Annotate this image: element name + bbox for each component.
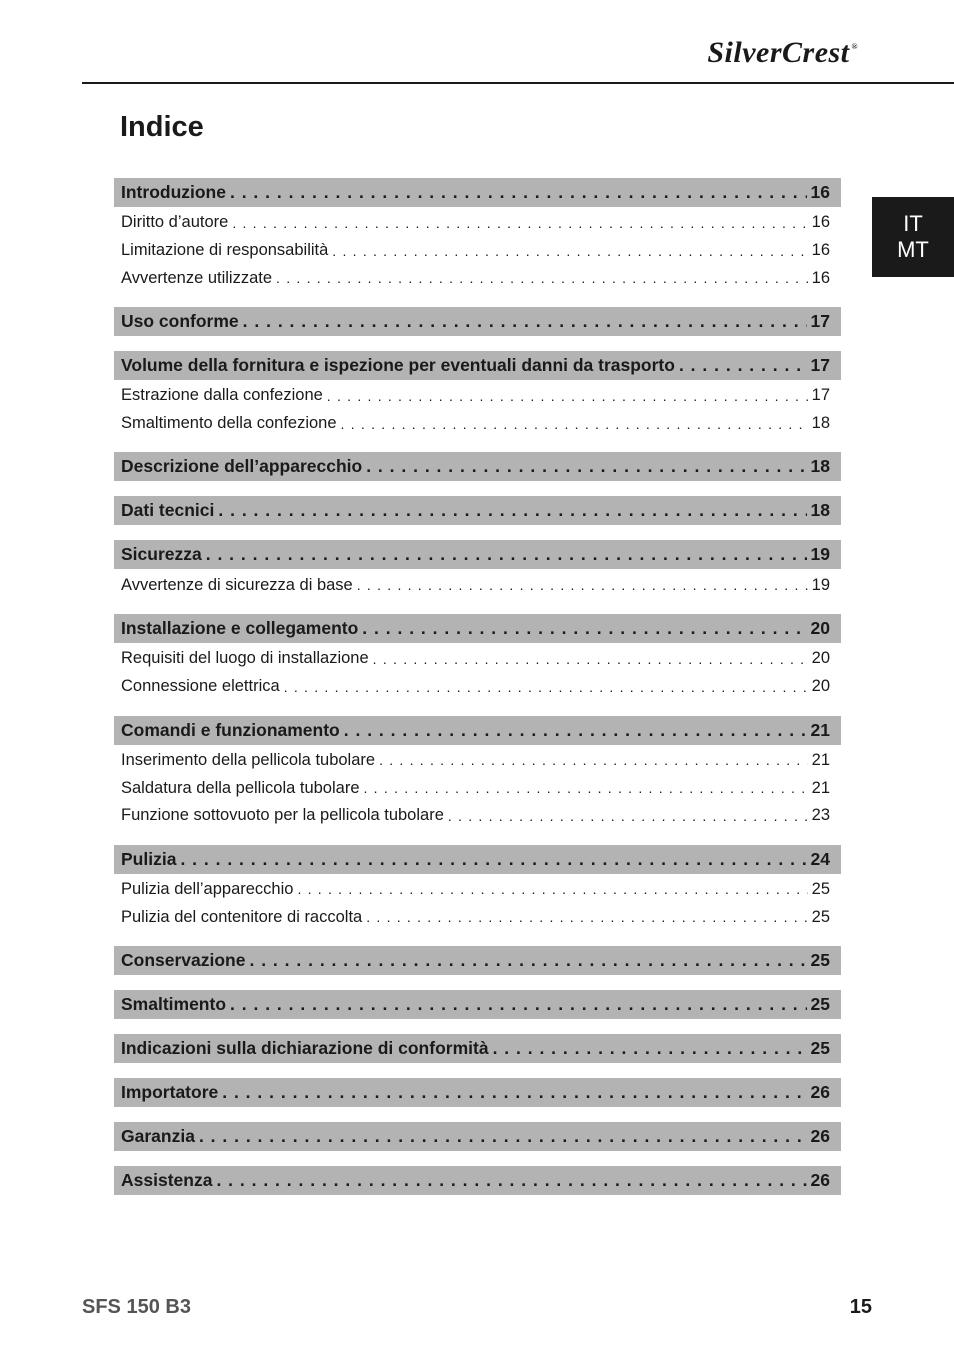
- toc-sub-entry[interactable]: [114, 571, 841, 599]
- toc-sub-list: [114, 380, 841, 437]
- toc-main-entry-label: Comandi e funzionamento: [121, 719, 340, 740]
- toc-sub-entry-page: 16: [811, 241, 830, 260]
- toc-sub-entry-page: 23: [811, 806, 830, 825]
- toc-section: [114, 946, 841, 975]
- toc-sub-list: [114, 874, 841, 931]
- toc-main-entry[interactable]: [114, 452, 841, 481]
- toc-main-entry-page: 17: [810, 311, 830, 332]
- toc-main-entry-page: 18: [810, 456, 830, 477]
- toc-sub-entry[interactable]: [114, 802, 841, 830]
- toc-main-entry-page: 18: [810, 500, 830, 521]
- toc-main-entry[interactable]: [114, 716, 841, 745]
- toc-section: [114, 452, 841, 481]
- toc-section: [114, 307, 841, 336]
- toc-main-entry-page: 21: [810, 719, 830, 740]
- dot-leader: [230, 182, 807, 203]
- toc-section: [114, 614, 841, 700]
- dot-leader: [366, 456, 806, 477]
- toc-main-entry-label: Smaltimento: [121, 993, 227, 1014]
- brand-name: SilverCrest: [707, 36, 850, 69]
- toc-sub-entry[interactable]: [114, 673, 841, 701]
- toc-main-entry-page: 25: [810, 993, 830, 1014]
- toc-sub-list: [114, 569, 841, 599]
- toc-main-entry-label: Indicazioni sulla dichiarazione di conformità: [121, 1037, 489, 1058]
- toc-main-entry[interactable]: [114, 540, 841, 569]
- language-tab: [872, 197, 954, 277]
- toc-main-entry-page: 26: [810, 1081, 830, 1102]
- toc-section: [114, 496, 841, 525]
- toc-main-entry[interactable]: [114, 946, 841, 975]
- toc-main-entry-label: Installazione e collegamento: [121, 618, 359, 639]
- toc-sub-entry-page: 20: [811, 649, 830, 668]
- toc-sub-entry-page: 20: [811, 677, 830, 696]
- dot-leader: [243, 311, 807, 332]
- dot-leader: [327, 388, 808, 404]
- toc-sub-entry[interactable]: [114, 264, 841, 292]
- language-tab-mt: MT: [897, 237, 929, 262]
- dot-leader: [448, 808, 808, 824]
- dot-leader: [232, 215, 807, 231]
- toc-main-entry[interactable]: [114, 990, 841, 1019]
- toc-sub-entry[interactable]: [114, 774, 841, 802]
- dot-leader: [230, 994, 807, 1015]
- toc-main-entry-label: Assistenza: [121, 1169, 213, 1190]
- toc-sub-list: [114, 745, 841, 830]
- page-title: Indice: [120, 111, 204, 143]
- toc-main-entry[interactable]: [114, 845, 841, 874]
- toc-main-entry[interactable]: [114, 307, 841, 336]
- dot-leader: [364, 780, 808, 796]
- toc-sub-entry[interactable]: [114, 410, 841, 438]
- toc-main-entry[interactable]: [114, 614, 841, 643]
- dot-leader: [679, 355, 807, 376]
- footer-model: SFS 150 B3: [82, 1296, 191, 1318]
- dot-leader: [332, 243, 807, 259]
- dot-leader: [379, 752, 808, 768]
- dot-leader: [180, 849, 806, 870]
- toc-main-entry[interactable]: [114, 1166, 841, 1195]
- toc-sub-entry-label: Pulizia del contenitore di raccolta: [121, 907, 363, 926]
- toc-sub-entry[interactable]: [114, 237, 841, 265]
- toc-sub-entry[interactable]: [114, 382, 841, 410]
- toc-sub-entry-label: Avvertenze di sicurezza di base: [121, 575, 353, 594]
- toc-main-entry-page: 25: [810, 949, 830, 970]
- toc-section: [114, 716, 841, 830]
- toc-main-entry-label: Conservazione: [121, 949, 246, 970]
- dot-leader: [284, 679, 808, 695]
- dot-leader: [344, 720, 807, 741]
- toc-main-entry-label: Pulizia: [121, 848, 177, 869]
- dot-leader: [493, 1038, 807, 1059]
- toc-main-entry[interactable]: [114, 1122, 841, 1151]
- toc-main-entry[interactable]: [114, 178, 841, 207]
- toc-sub-entry[interactable]: [114, 209, 841, 237]
- dot-leader: [216, 1170, 806, 1191]
- toc-main-entry-label: Garanzia: [121, 1125, 195, 1146]
- toc-sub-entry-label: Pulizia dell’apparecchio: [121, 879, 294, 898]
- toc-section: [114, 178, 841, 292]
- toc-main-entry-label: Importatore: [121, 1081, 219, 1102]
- toc-sub-entry-page: 25: [811, 879, 830, 898]
- toc-sub-entry-page: 16: [811, 268, 830, 287]
- toc-main-entry-page: 19: [810, 544, 830, 565]
- toc-sub-entry-label: Connessione elettrica: [121, 677, 280, 696]
- toc-main-entry-page: 25: [810, 1037, 830, 1058]
- toc-sub-entry-label: Inserimento della pellicola tubolare: [121, 750, 376, 769]
- toc-sub-entry-label: Avvertenze utilizzate: [121, 268, 273, 287]
- toc-section: [114, 351, 841, 437]
- toc-sub-entry-page: 18: [811, 414, 830, 433]
- toc-main-entry-page: 20: [810, 618, 830, 639]
- toc-section: [114, 540, 841, 599]
- toc-main-entry-page: 17: [810, 355, 830, 376]
- toc-section: [114, 845, 841, 931]
- registered-mark: ®: [851, 42, 858, 51]
- toc-main-entry-label: Sicurezza: [121, 544, 202, 565]
- toc-sub-entry-label: Funzione sottovuoto per la pellicola tubolare: [121, 806, 444, 825]
- toc-sub-entry[interactable]: [114, 645, 841, 673]
- dot-leader: [222, 1082, 806, 1103]
- language-tab-it: IT: [903, 211, 923, 236]
- toc-sub-entry[interactable]: [114, 747, 841, 775]
- dot-leader: [276, 270, 808, 286]
- toc-main-entry-label: Volume della fornitura e ispezione per eventuali danni da trasporto: [121, 355, 675, 376]
- toc-sub-entry-label: Saldatura della pellicola tubolare: [121, 778, 360, 797]
- toc-section: [114, 1166, 841, 1195]
- dot-leader: [366, 909, 807, 925]
- toc-main-entry[interactable]: [114, 1034, 841, 1063]
- toc-main-entry[interactable]: [114, 1078, 841, 1107]
- dot-leader: [249, 950, 806, 971]
- toc-main-entry-page: 24: [810, 848, 830, 869]
- dot-leader: [357, 577, 808, 593]
- toc-sub-entry-page: 19: [811, 575, 830, 594]
- toc-sub-entry-page: 17: [811, 386, 830, 405]
- toc-main-entry-label: Descrizione dell’apparecchio: [121, 456, 363, 477]
- toc-section: [114, 1122, 841, 1151]
- header-rule: [82, 82, 954, 84]
- toc-main-entry-label: Introduzione: [121, 182, 226, 202]
- toc-sub-entry-label: Estrazione dalla confezione: [121, 386, 323, 405]
- toc-section: [114, 990, 841, 1019]
- toc-sub-entry-page: 16: [811, 213, 830, 232]
- dot-leader: [362, 618, 806, 639]
- toc-section: [114, 1078, 841, 1107]
- dot-leader: [206, 544, 807, 565]
- dot-leader: [297, 881, 807, 897]
- toc-main-entry-label: Uso conforme: [121, 311, 239, 332]
- brand-logo: [707, 36, 858, 70]
- footer-page-number: 15: [849, 1296, 872, 1318]
- dot-leader: [341, 416, 808, 432]
- table-of-contents: [114, 178, 841, 1210]
- toc-sub-entry-page: 21: [811, 778, 830, 797]
- toc-main-entry-page: 26: [810, 1169, 830, 1190]
- toc-main-entry-label: Dati tecnici: [121, 500, 215, 521]
- toc-sub-list: [114, 643, 841, 700]
- toc-sub-entry-label: Diritto d’autore: [121, 213, 229, 232]
- toc-sub-entry[interactable]: [114, 903, 841, 931]
- toc-sub-list: [114, 207, 841, 292]
- dot-leader: [218, 500, 806, 521]
- toc-sub-entry[interactable]: [114, 876, 841, 904]
- toc-main-entry[interactable]: [114, 351, 841, 380]
- dot-leader: [373, 651, 808, 667]
- toc-main-entry-page: 26: [810, 1125, 830, 1146]
- toc-sub-entry-label: Requisiti del luogo di installazione: [121, 649, 369, 668]
- toc-main-entry[interactable]: [114, 496, 841, 525]
- toc-sub-entry-page: 25: [811, 907, 830, 926]
- toc-sub-entry-label: Limitazione di responsabilità: [121, 241, 329, 260]
- toc-section: [114, 1034, 841, 1063]
- dot-leader: [199, 1126, 807, 1147]
- toc-main-entry-page: 16: [810, 182, 830, 202]
- toc-sub-entry-page: 21: [811, 750, 830, 769]
- toc-sub-entry-label: Smaltimento della confezione: [121, 414, 337, 433]
